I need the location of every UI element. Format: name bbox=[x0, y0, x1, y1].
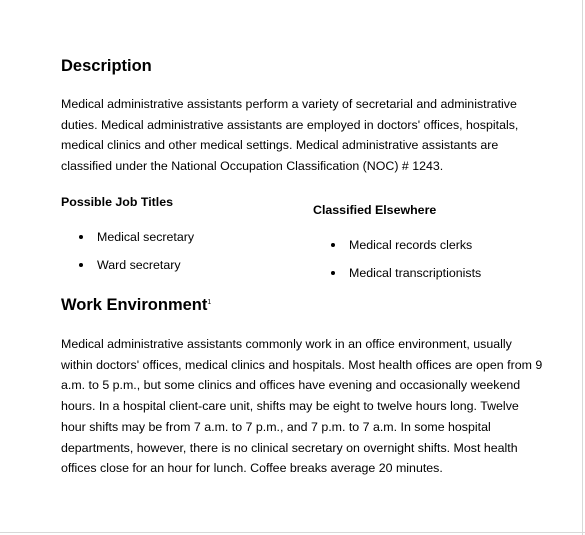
description-line: medical clinics and other medical settings. Medical administrative assistants are bbox=[61, 138, 499, 153]
work-environment-paragraph bbox=[61, 334, 542, 479]
work-environment-line: a.m. to 5 p.m., but some clinics and offices have evening and occasionally weekend bbox=[61, 378, 521, 393]
work-environment-line: departments, however, there is no clinical secretary on overnight shifts. Most health bbox=[61, 440, 518, 455]
bullet-icon bbox=[79, 263, 83, 267]
page-border-right bbox=[582, 0, 583, 535]
work-environment-line: within doctors' offices, medical clinics and hospitals. Most health offices are open from 9 bbox=[61, 357, 543, 372]
work-environment-line: hours. In a hospital client-care unit, shifts may be eight to twelve hours long. Twelve bbox=[61, 399, 519, 414]
list-item-label: Medical records clerks bbox=[349, 238, 473, 252]
description-line: Medical administrative assistants perform a variety of secretarial and administrative bbox=[61, 97, 517, 111]
job-titles-heading: Possible Job Titles bbox=[61, 195, 174, 209]
footnote-marker: 1 bbox=[207, 299, 212, 306]
description-line: duties. Medical administrative assistants are employed in doctors' offices, hospitals, bbox=[61, 117, 519, 132]
work-environment-line: Medical administrative assistants commonly work in an office environment, usually bbox=[61, 337, 512, 351]
work-environment-title: Work Environment bbox=[61, 296, 208, 314]
work-environment-heading bbox=[61, 296, 211, 315]
bullet-icon bbox=[79, 235, 83, 239]
page-border-bottom bbox=[0, 532, 585, 533]
bullet-icon bbox=[331, 271, 335, 275]
list-item-label: Ward secretary bbox=[97, 258, 181, 272]
list-item-label: Medical secretary bbox=[97, 230, 195, 244]
bullet-icon bbox=[331, 243, 335, 247]
classified-elsewhere-heading: Classified Elsewhere bbox=[313, 203, 437, 217]
description-heading: Description bbox=[61, 57, 152, 75]
work-environment-line: offices close for an hour for lunch. Coffee breaks average 20 minutes. bbox=[61, 461, 443, 476]
description-paragraph bbox=[61, 94, 518, 177]
work-environment-line: hour shifts may be from 7 a.m. to 7 p.m., and 7 p.m. to 7 a.m. In some hospital bbox=[61, 419, 491, 434]
description-line: classified under the National Occupation Classification (NOC) # 1243. bbox=[61, 159, 444, 174]
list-item-label: Medical transcriptionists bbox=[349, 266, 482, 280]
